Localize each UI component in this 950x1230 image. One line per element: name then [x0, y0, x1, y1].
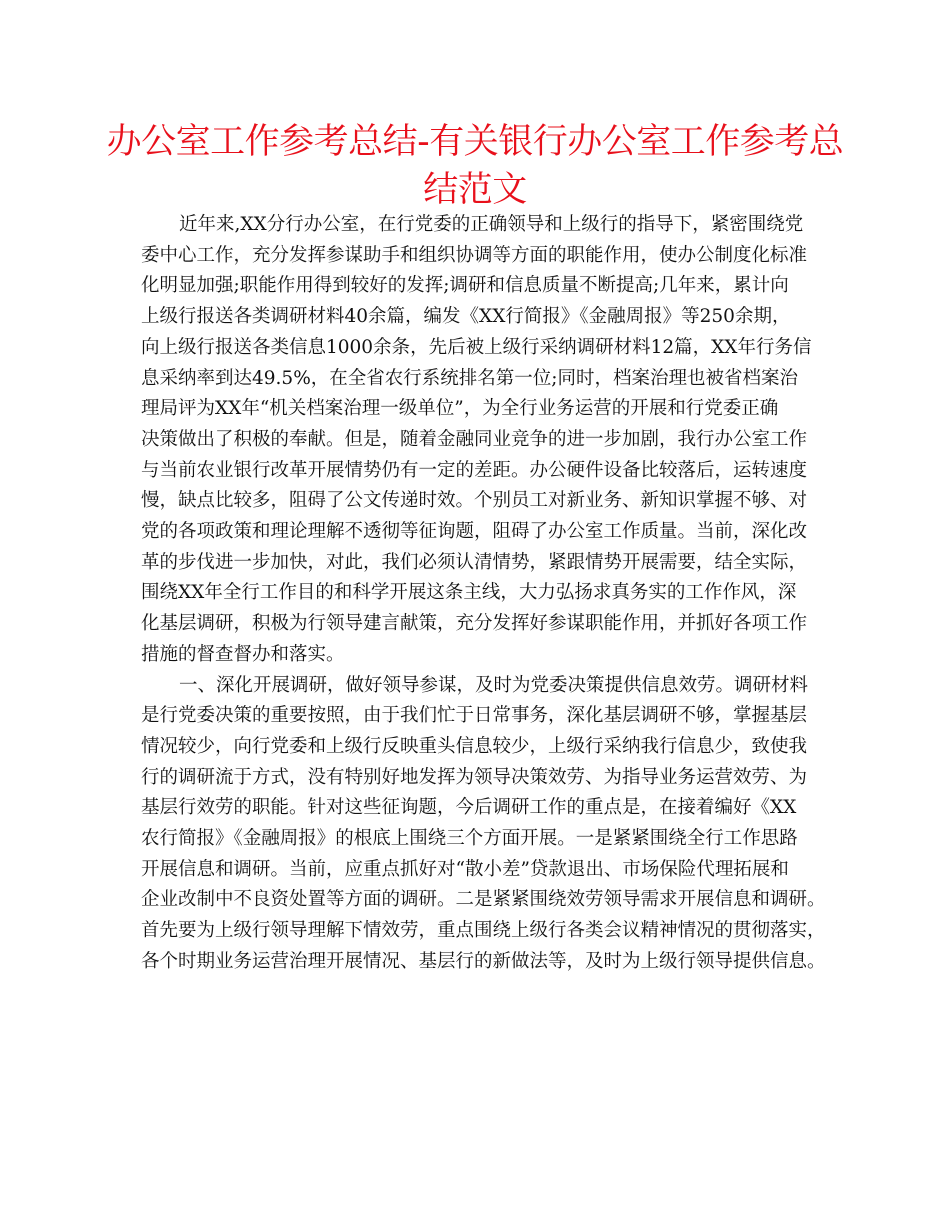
text-line: 围绕XX年全行工作目的和科学开展这条主线，大力弘扬求真务实的工作作风，深 [141, 582, 797, 604]
text-line: 企业改制中不良资处置等方面的调研。二是紧紧围绕效劳领导需求开展信息和调研。 [141, 889, 826, 911]
text-line: 情况较少，向行党委和上级行反映重头信息较少，上级行采纳我行信息少，致使我 [141, 735, 808, 757]
text-line: 各个时期业务运营治理开展情况、基层行的新做法等，及时为上级行领导提供信息。 [141, 950, 826, 972]
text-line: 近年来,XX分行办公室，在行党委的正确领导和上级行的指导下，紧密围绕党 [179, 214, 804, 235]
text-line: 委中心工作，充分发挥参谋助手和组织协调等方面的职能作用，使办公制度化标准 [141, 244, 808, 266]
text-line: 开展信息和调研。当前，应重点抓好对“散小差”贷款退出、市场保险代理拓展和 [141, 858, 789, 880]
paragraph-section-one [141, 671, 831, 978]
document-body [141, 210, 831, 978]
text-line: 一、深化开展调研，做好领导参谋，及时为党委决策提供信息效劳。调研材料 [179, 674, 809, 696]
text-line: 慢，缺点比较多，阻碍了公文传递时效。个别员工对新业务、新知识掌握不够、对 [141, 490, 808, 512]
text-line: 决策做出了积极的奉献。但是，随着金融同业竞争的进一步加剧，我行办公室工作 [141, 428, 808, 450]
text-line: 化基层调研，积极为行领导建言献策，充分发挥好参谋职能作用，并抓好各项工作 [141, 613, 808, 635]
text-line: 革的步伐进一步加快，对此，我们必须认清情势，紧跟情势开展需要，结全实际， [141, 551, 808, 573]
text-line: 党的各项政策和理论理解不透彻等征询题，阻碍了办公室工作质量。当前，深化改 [141, 521, 808, 543]
text-line: 与当前农业银行改革开展情势仍有一定的差距。办公硬件设备比较落后，运转速度 [141, 459, 808, 481]
text-line: 理局评为XX年“机关档案治理一级单位”，为全行业务运营的开展和行党委正确 [141, 398, 779, 420]
text-line: 化明显加强;职能作用得到较好的发挥;调研和信息质量不断提高;几年来，累计向 [141, 275, 789, 297]
text-line: 是行党委决策的重要按照，由于我们忙于日常事务，深化基层调研不够，掌握基层 [141, 705, 808, 727]
title-line: 结范文 [423, 170, 527, 210]
document-title [100, 118, 850, 214]
paragraph-intro [141, 210, 831, 671]
text-line: 行的调研流于方式，没有特别好地发挥为领导决策效劳、为指导业务运营效劳、为 [141, 766, 808, 788]
title-line: 办公室工作参考总结-有关银行办公室工作参考总 [106, 122, 844, 162]
text-line: 措施的督查督办和落实。 [141, 643, 345, 665]
text-line: 息采纳率到达49.5%，在全省农行系统排名第一位;同时，档案治理也被省档案治 [141, 367, 799, 389]
text-line: 向上级行报送各类信息1000余条，先后被上级行采纳调研材料12篇，XX年行务信 [141, 336, 812, 358]
text-line: 农行简报》《金融周报》的根底上围绕三个方面开展。一是紧紧围绕全行工作思路 [141, 828, 798, 850]
text-line: 基层行效劳的职能。针对这些征询题，今后调研工作的重点是，在接着编好《XX [141, 797, 797, 819]
text-line: 上级行报送各类调研材料40余篇，编发《XX行简报》《金融周报》等250余期， [141, 306, 791, 328]
text-line: 首先要为上级行领导理解下情效劳，重点围绕上级行各类会议精神情况的贯彻落实， [141, 920, 826, 942]
